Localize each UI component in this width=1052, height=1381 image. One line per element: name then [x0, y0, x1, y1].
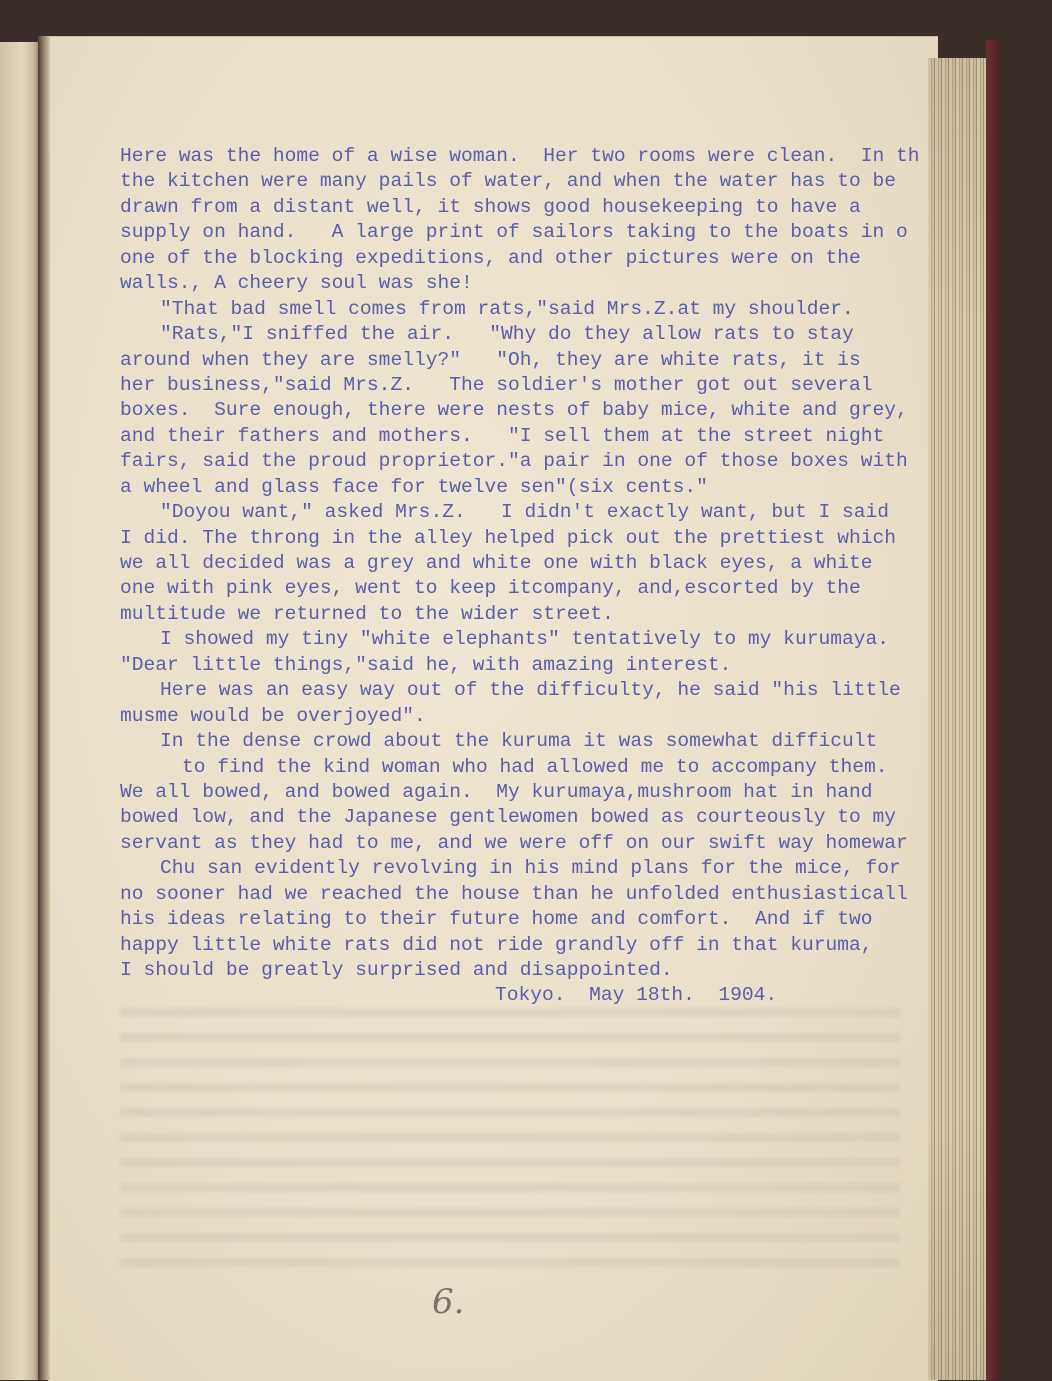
text-line: one with pink eyes, went to keep itcompany, and,escorted by the	[120, 577, 861, 600]
text-line: I showed my tiny "white elephants" tentatively to my kurumaya.	[160, 628, 890, 651]
text-line: "Doyou want," asked Mrs.Z. I didn't exactly want, but I said	[160, 501, 890, 524]
text-line: "Rats,"I sniffed the air. "Why do they allow rats to stay	[160, 323, 854, 346]
page-stack-edge	[928, 58, 986, 1380]
text-line: bowed low, and the Japanese gentlewomen bowed as courteously to my	[120, 806, 897, 829]
text-line: musme would be overjoyed".	[120, 704, 426, 727]
text-line: fairs, said the proud proprietor."a pair in one of those boxes with	[120, 450, 908, 473]
text-line: around when they are smelly?" "Oh, they are white rats, it is	[120, 348, 861, 371]
text-line: and their fathers and mothers. "I sell them at the street night	[120, 424, 885, 447]
text-line: his ideas relating to their future home and comfort. And if two	[120, 908, 873, 931]
text-line: to find the kind woman who had allowed me to accompany them.	[182, 755, 888, 778]
text-line: her business,"said Mrs.Z. The soldier's mother got out several	[120, 373, 873, 396]
typewritten-body	[120, 144, 928, 1009]
text-line: Chu san evidently revolving in his mind plans for the mice, for	[160, 857, 901, 880]
book-binding	[986, 40, 1000, 1380]
text-line: walls., A cheery soul was she!	[120, 272, 473, 295]
text-line: multitude we returned to the wider street.	[120, 602, 614, 625]
text-line: happy little white rats did not ride grandly off in that kuruma,	[120, 933, 873, 956]
text-line: "That bad smell comes from rats,"said Mrs.Z.at my shoulder.	[160, 297, 854, 320]
text-line: the kitchen were many pails of water, and when the water has to be	[120, 170, 897, 193]
previous-page-edge	[0, 42, 40, 1380]
text-line: Here was an easy way out of the difficulty, he said "his little	[160, 679, 901, 702]
text-line: drawn from a distant well, it shows good housekeeping to have a	[120, 195, 861, 218]
text-line: we all decided was a grey and white one with black eyes, a white	[120, 552, 873, 574]
text-line: "Dear little things,"said he, with amazing interest.	[120, 653, 732, 676]
text-line: I should be greatly surprised and disappointed.	[120, 959, 673, 981]
text-line: I did. The throng in the alley helped pick out the prettiest which	[120, 526, 897, 549]
bleed-through-marks	[120, 1008, 900, 1270]
text-line: In the dense crowd about the kuruma it was somewhat difficult	[160, 730, 878, 753]
handwritten-page-number: 6.	[432, 1282, 465, 1322]
text-line: servant as they had to me, and we were off on our swift way homewar	[120, 831, 908, 854]
text-line: boxes. Sure enough, there were nests of baby mice, white and grey,	[120, 399, 908, 422]
text-line: Here was the home of a wise woman. Her two rooms were clean. In th	[120, 145, 920, 167]
dateline: Tokyo. May 18th. 1904.	[495, 984, 778, 1007]
text-line: one of the blocking expeditions, and other pictures were on the	[120, 246, 861, 269]
book-gutter	[38, 36, 50, 1380]
text-line: supply on hand. A large print of sailors taking to the boats in o	[120, 221, 908, 244]
text-line: a wheel and glass face for twelve sen"(six cents."	[120, 475, 708, 498]
text-line: no sooner had we reached the house than he unfolded enthusiasticall	[120, 882, 908, 905]
text-line: We all bowed, and bowed again. My kurumaya,mushroom hat in hand	[120, 780, 873, 803]
